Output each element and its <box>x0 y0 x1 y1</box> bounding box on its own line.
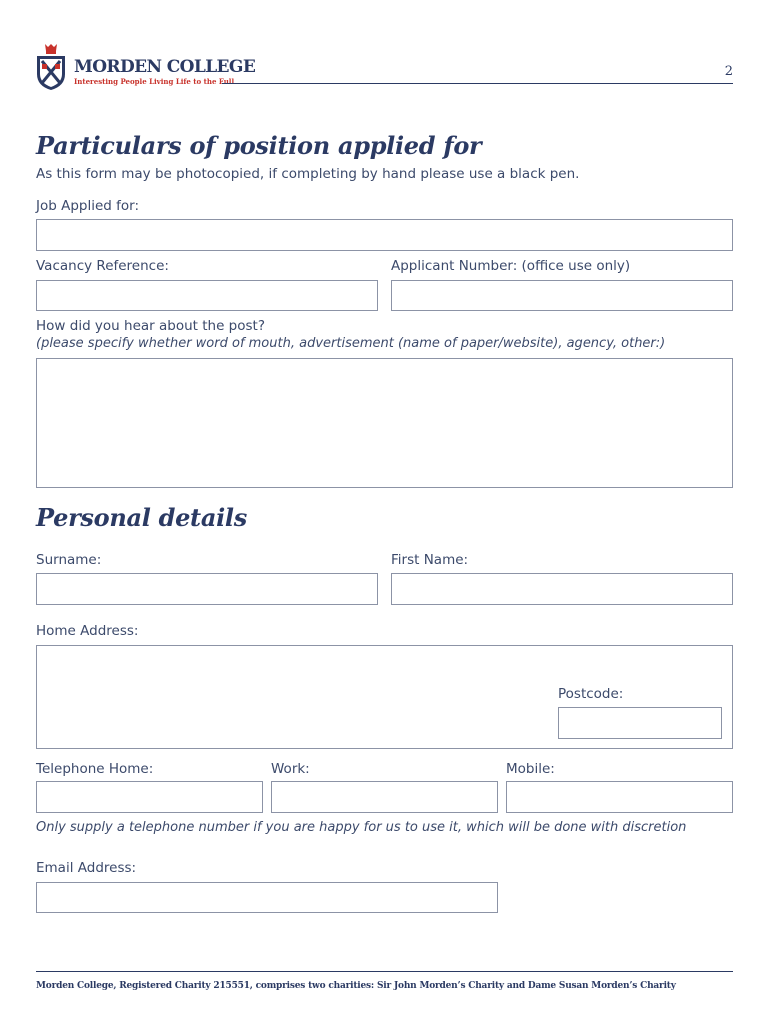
email-label: Email Address: <box>36 860 137 876</box>
footer-rule <box>36 971 733 972</box>
page-number: 2 <box>724 64 733 79</box>
instruction-text: As this form may be photocopied, if completing by hand please use a black pen. <box>36 166 580 182</box>
section-title-personal: Personal details <box>36 503 247 532</box>
phone-note: Only supply a telephone number if you are happy for us to use it, which will be done with discretion <box>36 820 687 835</box>
surname-label: Surname: <box>36 552 102 568</box>
crest-icon <box>34 42 68 92</box>
work-field[interactable] <box>271 781 498 813</box>
footer-text: Morden College, Registered Charity 215551, comprises two charities: Sir John Morden’s Charity and Dame Susan Morden’s Charity <box>36 981 676 991</box>
address-label: Home Address: <box>36 623 139 639</box>
work-label: Work: <box>271 761 310 777</box>
applicant-field[interactable] <box>391 280 733 311</box>
section-title-position: Particulars of position applied for <box>36 131 482 160</box>
tel-home-field[interactable] <box>36 781 263 813</box>
email-field[interactable] <box>36 882 498 913</box>
mobile-label: Mobile: <box>506 761 555 777</box>
vacancy-field[interactable] <box>36 280 378 311</box>
mobile-field[interactable] <box>506 781 733 813</box>
applicant-label: Applicant Number: (office use only) <box>391 258 631 274</box>
college-logo <box>34 42 68 92</box>
postcode-field[interactable] <box>558 707 722 739</box>
vacancy-label: Vacancy Reference: <box>36 258 169 274</box>
job-label: Job Applied for: <box>36 198 140 214</box>
job-field[interactable] <box>36 219 733 251</box>
hear-label: How did you hear about the post? <box>36 318 266 334</box>
postcode-label: Postcode: <box>558 686 624 702</box>
surname-field[interactable] <box>36 573 378 605</box>
header-rule <box>222 83 733 84</box>
firstname-label: First Name: <box>391 552 469 568</box>
hear-field[interactable] <box>36 358 733 488</box>
hear-hint: (please specify whether word of mouth, advertisement (name of paper/website), agency, other:) <box>36 336 666 351</box>
college-name: MORDEN COLLEGE <box>74 57 256 77</box>
tel-home-label: Telephone Home: <box>36 761 154 777</box>
firstname-field[interactable] <box>391 573 733 605</box>
college-tagline: Interesting People Living Life to the Full <box>74 77 235 86</box>
